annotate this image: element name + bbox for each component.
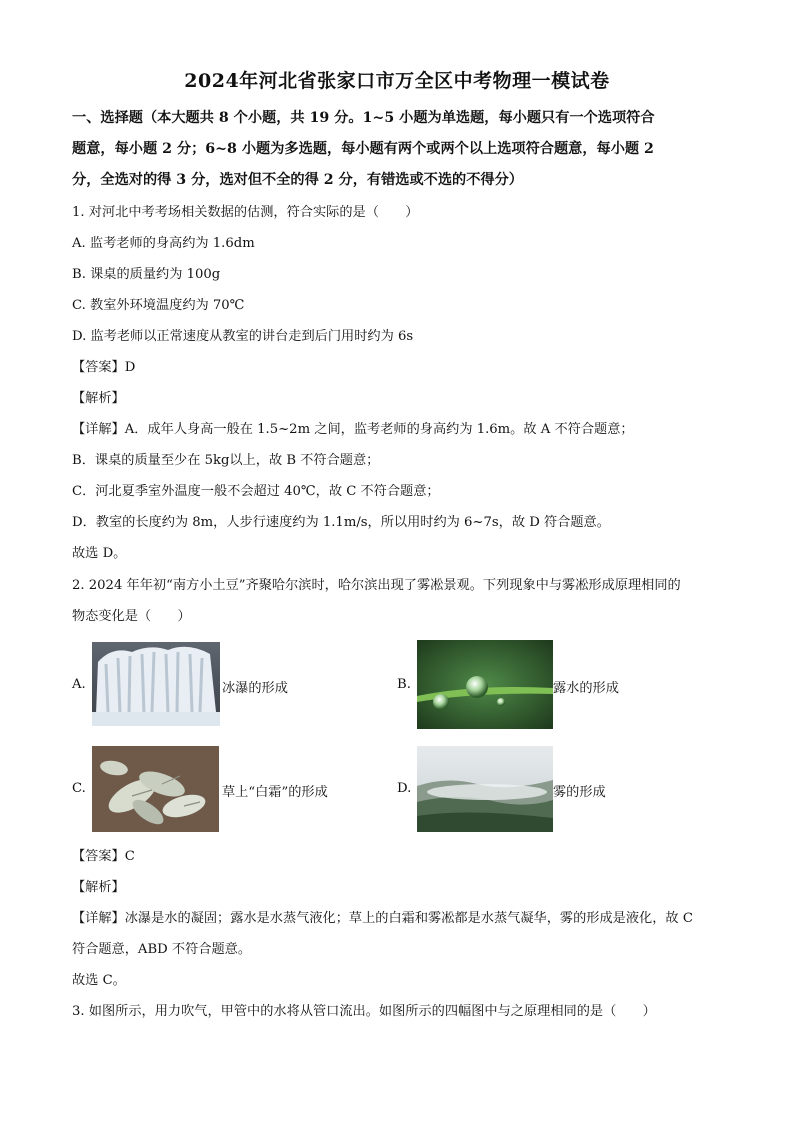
frozen-waterfall-photo-icon [92,642,220,726]
q2-option-d-letter: D. [397,781,412,796]
q2-option-c-letter: C. [72,781,86,796]
q1-detail-line-2: B．课桌的质量至少在 5kg以上，故 B 不符合题意； [72,453,380,468]
q2-answer: 【答案】C [72,849,135,864]
q2-option-a-text: 冰瀑的形成 [222,681,288,696]
q3-stem: 3. 如图所示，用力吹气，甲管中的水将从管口流出。如图所示的四幅图中与之原理相同的是（ ） [72,1004,656,1019]
q2-detail-line-2: 符合题意，ABD 不符合题意。 [72,942,252,957]
q1-answer: 【答案】D [72,360,136,375]
q1-conclusion: 故选 D。 [72,546,127,561]
q2-option-b-letter: B. [397,677,411,692]
q1-option-c: C. 教室外环境温度约为 70℃ [72,298,245,313]
page-title: 2024年河北省张家口市万全区中考物理一模试卷 [184,70,610,92]
q1-detail-line-3: C．河北夏季室外温度一般不会超过 40℃，故 C 不符合题意； [72,484,440,499]
q1-option-b: B. 课桌的质量约为 100g [72,267,221,282]
q1-option-a: A. 监考老师的身高约为 1.6dm [72,236,255,251]
section-heading-line-3: 分，全选对的得 3 分，选对但不全的得 2 分，有错选或不选的不得分） [72,172,523,188]
section-heading-line-1: 一、选择题（本大题共 8 个小题，共 19 分。1~5 小题为单选题，每小题只有一个选项符合 [72,110,655,126]
dew-drop-photo-icon [417,640,553,729]
q2-detail-line-1: 【详解】冰瀑是水的凝固；露水是水蒸气液化；草上的白霜和雾凇都是水蒸气凝华，雾的形成是液化，故 C [72,911,693,926]
q2-conclusion: 故选 C。 [72,973,126,988]
q2-option-b-text: 露水的形成 [553,681,619,696]
q1-option-d: D. 监考老师以正常速度从教室的讲台走到后门用时约为 6s [72,329,414,344]
section-heading-line-2: 题意，每小题 2 分；6~8 小题为多选题，每小题有两个或两个以上选项符合题意，每小题 2 [72,141,654,157]
fog-hills-photo-icon [417,746,553,832]
q2-option-c-text: 草上“白霜”的形成 [222,785,328,800]
q2-option-a-letter: A. [72,677,86,692]
q2-stem-line-1: 2. 2024 年年初“南方小土豆”齐聚哈尔滨时，哈尔滨出现了雾凇景观。下列现象中与雾凇形成原理相同的 [72,578,681,593]
q2-stem-line-2: 物态变化是（ ） [72,609,191,624]
q1-detail-line-1: 【详解】A．成年人身高一般在 1.5~2m 之间，监考老师的身高约为 1.6m。故 A 不符合题意； [72,422,634,437]
q1-analysis-tag: 【解析】 [72,391,125,406]
q2-analysis-tag: 【解析】 [72,880,125,895]
q2-option-d-text: 雾的形成 [553,785,606,800]
q1-detail-line-4: D．教室的长度约为 8m，人步行速度约为 1.1m/s，所以用时约为 6~7s，故 D 符合题意。 [72,515,610,530]
q1-stem: 1. 对河北中考考场相关数据的估测，符合实际的是（ ） [72,205,419,220]
frost-leaves-photo-icon [92,746,219,832]
